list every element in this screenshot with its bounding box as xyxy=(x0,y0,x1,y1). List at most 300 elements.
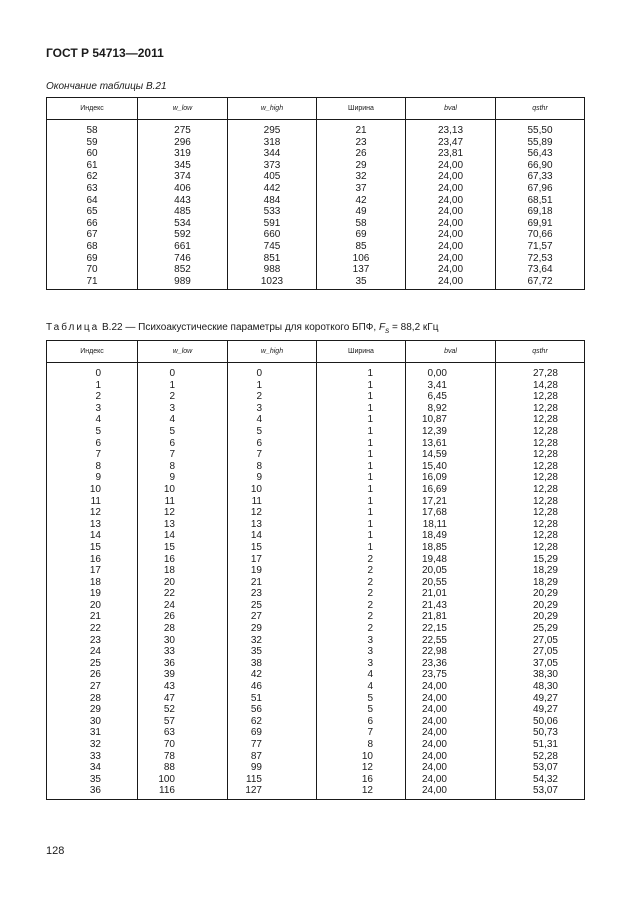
cell-index: 14 xyxy=(47,530,138,542)
cell-index: 66 xyxy=(47,218,138,230)
cell-qsthr: 53,07 xyxy=(496,762,585,774)
cell-index: 36 xyxy=(47,785,138,799)
cell-index: 58 xyxy=(47,120,138,137)
cell-bval: 24,00 xyxy=(406,183,496,195)
cell-bval: 10,87 xyxy=(406,414,496,426)
cell-width: 2 xyxy=(317,565,406,577)
cell-width: 12 xyxy=(317,762,406,774)
cell-width: 1 xyxy=(317,391,406,403)
cell-bval: 24,00 xyxy=(406,253,496,265)
cell-width: 4 xyxy=(317,669,406,681)
cell-index: 67 xyxy=(47,229,138,241)
cell-w-high: 35 xyxy=(228,646,317,658)
cell-w-high: 745 xyxy=(228,241,317,253)
table-row xyxy=(47,229,585,241)
cell-w-high: 38 xyxy=(228,658,317,670)
cell-w-high: 56 xyxy=(228,704,317,716)
cell-width: 2 xyxy=(317,577,406,589)
table-header-row xyxy=(47,98,585,120)
cell-w-low: 43 xyxy=(138,681,228,693)
table-row xyxy=(47,519,585,531)
cell-index: 63 xyxy=(47,183,138,195)
cell-width: 1 xyxy=(317,380,406,392)
column-header-w-low: w_low xyxy=(138,98,228,120)
table-row xyxy=(47,751,585,763)
cell-index: 1 xyxy=(47,380,138,392)
cell-qsthr: 50,06 xyxy=(496,716,585,728)
table-row xyxy=(47,253,585,265)
cell-qsthr: 67,72 xyxy=(496,276,585,290)
cell-qsthr: 12,28 xyxy=(496,507,585,519)
cell-bval: 23,13 xyxy=(406,120,496,137)
cell-w-low: 0 xyxy=(138,363,228,380)
cell-bval: 18,11 xyxy=(406,519,496,531)
cell-bval: 22,15 xyxy=(406,623,496,635)
cell-qsthr: 49,27 xyxy=(496,704,585,716)
table-row xyxy=(47,137,585,149)
cell-width: 21 xyxy=(317,120,406,137)
table-row xyxy=(47,774,585,786)
cell-width: 1 xyxy=(317,363,406,380)
cell-qsthr: 54,32 xyxy=(496,774,585,786)
cell-w-low: 100 xyxy=(138,774,228,786)
cell-width: 23 xyxy=(317,137,406,149)
cell-w-high: 12 xyxy=(228,507,317,519)
cell-width: 5 xyxy=(317,704,406,716)
cell-qsthr: 15,29 xyxy=(496,554,585,566)
cell-w-low: 374 xyxy=(138,171,228,183)
cell-index: 4 xyxy=(47,414,138,426)
cell-qsthr: 14,28 xyxy=(496,380,585,392)
column-header-width: Ширина xyxy=(317,341,406,363)
table-row xyxy=(47,241,585,253)
cell-bval: 24,00 xyxy=(406,206,496,218)
cell-w-high: 6 xyxy=(228,438,317,450)
cell-w-high: 591 xyxy=(228,218,317,230)
cell-w-high: 988 xyxy=(228,264,317,276)
cell-w-low: 592 xyxy=(138,229,228,241)
cell-bval: 24,00 xyxy=(406,264,496,276)
page-number: 128 xyxy=(46,845,65,857)
cell-qsthr: 52,28 xyxy=(496,751,585,763)
cell-bval: 16,09 xyxy=(406,472,496,484)
cell-qsthr: 12,28 xyxy=(496,472,585,484)
caption-symbol: F xyxy=(378,322,386,333)
cell-qsthr: 12,28 xyxy=(496,449,585,461)
table-row xyxy=(47,693,585,705)
caption-number: В.22 xyxy=(102,322,123,333)
caption-subscript: s xyxy=(385,325,390,335)
cell-index: 64 xyxy=(47,195,138,207)
cell-index: 11 xyxy=(47,496,138,508)
table-row xyxy=(47,704,585,716)
cell-width: 1 xyxy=(317,484,406,496)
cell-w-low: 485 xyxy=(138,206,228,218)
cell-w-high: 484 xyxy=(228,195,317,207)
caption-value: = 88,2 кГц xyxy=(392,322,439,333)
cell-qsthr: 12,28 xyxy=(496,542,585,554)
cell-qsthr: 53,07 xyxy=(496,785,585,799)
table-b22-caption xyxy=(46,322,438,335)
cell-w-low: 12 xyxy=(138,507,228,519)
cell-index: 33 xyxy=(47,751,138,763)
cell-w-low: 4 xyxy=(138,414,228,426)
cell-bval: 0,00 xyxy=(406,363,496,380)
cell-index: 7 xyxy=(47,449,138,461)
cell-width: 3 xyxy=(317,635,406,647)
cell-w-high: 17 xyxy=(228,554,317,566)
cell-w-high: 115 xyxy=(228,774,317,786)
cell-w-low: 14 xyxy=(138,530,228,542)
table-row xyxy=(47,148,585,160)
cell-bval: 24,00 xyxy=(406,716,496,728)
cell-qsthr: 70,66 xyxy=(496,229,585,241)
table-row xyxy=(47,171,585,183)
cell-qsthr: 20,29 xyxy=(496,600,585,612)
cell-index: 9 xyxy=(47,472,138,484)
caption-text: — Психоакустические параметры для короткого БПФ, xyxy=(125,322,377,333)
cell-w-high: 42 xyxy=(228,669,317,681)
cell-w-low: 39 xyxy=(138,669,228,681)
cell-index: 10 xyxy=(47,484,138,496)
table-b21 xyxy=(46,97,585,290)
cell-qsthr: 49,27 xyxy=(496,693,585,705)
table-row xyxy=(47,160,585,172)
cell-index: 60 xyxy=(47,148,138,160)
cell-index: 68 xyxy=(47,241,138,253)
cell-qsthr: 55,50 xyxy=(496,120,585,137)
cell-bval: 23,75 xyxy=(406,669,496,681)
cell-index: 35 xyxy=(47,774,138,786)
cell-bval: 24,00 xyxy=(406,704,496,716)
cell-w-low: 20 xyxy=(138,577,228,589)
table-row xyxy=(47,588,585,600)
column-header-index: Индекс xyxy=(47,341,138,363)
cell-index: 30 xyxy=(47,716,138,728)
cell-width: 49 xyxy=(317,206,406,218)
cell-width: 2 xyxy=(317,623,406,635)
cell-w-low: 7 xyxy=(138,449,228,461)
cell-index: 15 xyxy=(47,542,138,554)
cell-w-high: 46 xyxy=(228,681,317,693)
table-row xyxy=(47,542,585,554)
cell-w-low: 8 xyxy=(138,461,228,473)
cell-qsthr: 12,28 xyxy=(496,461,585,473)
cell-w-low: 22 xyxy=(138,588,228,600)
table-row xyxy=(47,218,585,230)
cell-qsthr: 20,29 xyxy=(496,588,585,600)
cell-qsthr: 69,18 xyxy=(496,206,585,218)
cell-width: 69 xyxy=(317,229,406,241)
cell-bval: 6,45 xyxy=(406,391,496,403)
cell-index: 21 xyxy=(47,611,138,623)
cell-w-high: 373 xyxy=(228,160,317,172)
cell-w-high: 99 xyxy=(228,762,317,774)
cell-w-low: 28 xyxy=(138,623,228,635)
cell-bval: 24,00 xyxy=(406,160,496,172)
cell-qsthr: 18,29 xyxy=(496,577,585,589)
table-row xyxy=(47,461,585,473)
cell-w-low: 116 xyxy=(138,785,228,799)
table-row xyxy=(47,762,585,774)
cell-index: 29 xyxy=(47,704,138,716)
cell-w-low: 406 xyxy=(138,183,228,195)
caption-label: Таблица xyxy=(46,322,100,333)
cell-width: 16 xyxy=(317,774,406,786)
cell-width: 2 xyxy=(317,588,406,600)
cell-width: 137 xyxy=(317,264,406,276)
cell-width: 10 xyxy=(317,751,406,763)
cell-bval: 15,40 xyxy=(406,461,496,473)
cell-bval: 24,00 xyxy=(406,681,496,693)
table-row xyxy=(47,206,585,218)
cell-width: 35 xyxy=(317,276,406,290)
cell-width: 1 xyxy=(317,542,406,554)
cell-qsthr: 68,51 xyxy=(496,195,585,207)
cell-qsthr: 27,28 xyxy=(496,363,585,380)
table-row xyxy=(47,727,585,739)
column-header-qsthr: qsthr xyxy=(496,341,585,363)
table-row xyxy=(47,276,585,290)
cell-qsthr: 12,28 xyxy=(496,426,585,438)
cell-w-low: 1 xyxy=(138,380,228,392)
cell-bval: 20,55 xyxy=(406,577,496,589)
cell-w-low: 78 xyxy=(138,751,228,763)
cell-index: 2 xyxy=(47,391,138,403)
cell-width: 2 xyxy=(317,600,406,612)
cell-qsthr: 20,29 xyxy=(496,611,585,623)
table-row xyxy=(47,623,585,635)
cell-w-low: 63 xyxy=(138,727,228,739)
cell-bval: 23,47 xyxy=(406,137,496,149)
cell-index: 24 xyxy=(47,646,138,658)
cell-w-high: 1023 xyxy=(228,276,317,290)
table-row xyxy=(47,681,585,693)
cell-bval: 24,00 xyxy=(406,693,496,705)
cell-qsthr: 12,28 xyxy=(496,484,585,496)
table-row xyxy=(47,391,585,403)
cell-w-high: 23 xyxy=(228,588,317,600)
cell-bval: 13,61 xyxy=(406,438,496,450)
cell-bval: 18,85 xyxy=(406,542,496,554)
cell-width: 42 xyxy=(317,195,406,207)
cell-width: 58 xyxy=(317,218,406,230)
cell-w-low: 88 xyxy=(138,762,228,774)
cell-w-low: 26 xyxy=(138,611,228,623)
cell-width: 37 xyxy=(317,183,406,195)
cell-w-low: 3 xyxy=(138,403,228,415)
cell-width: 5 xyxy=(317,693,406,705)
cell-width: 1 xyxy=(317,449,406,461)
cell-index: 5 xyxy=(47,426,138,438)
cell-width: 3 xyxy=(317,658,406,670)
cell-width: 32 xyxy=(317,171,406,183)
cell-index: 61 xyxy=(47,160,138,172)
column-header-w-low: w_low xyxy=(138,341,228,363)
cell-bval: 14,59 xyxy=(406,449,496,461)
cell-qsthr: 56,43 xyxy=(496,148,585,160)
cell-w-high: 9 xyxy=(228,472,317,484)
cell-bval: 24,00 xyxy=(406,195,496,207)
table-row xyxy=(47,438,585,450)
cell-qsthr: 27,05 xyxy=(496,635,585,647)
cell-w-low: 319 xyxy=(138,148,228,160)
cell-bval: 8,92 xyxy=(406,403,496,415)
cell-width: 1 xyxy=(317,426,406,438)
cell-w-low: 70 xyxy=(138,739,228,751)
table-row xyxy=(47,449,585,461)
cell-w-high: 8 xyxy=(228,461,317,473)
cell-qsthr: 69,91 xyxy=(496,218,585,230)
table-row xyxy=(47,183,585,195)
table-header-row xyxy=(47,341,585,363)
cell-w-high: 13 xyxy=(228,519,317,531)
cell-index: 16 xyxy=(47,554,138,566)
cell-index: 65 xyxy=(47,206,138,218)
table-row xyxy=(47,530,585,542)
cell-w-high: 25 xyxy=(228,600,317,612)
cell-w-high: 51 xyxy=(228,693,317,705)
cell-w-high: 5 xyxy=(228,426,317,438)
cell-bval: 18,49 xyxy=(406,530,496,542)
cell-bval: 23,36 xyxy=(406,658,496,670)
cell-bval: 22,98 xyxy=(406,646,496,658)
cell-qsthr: 12,28 xyxy=(496,519,585,531)
table-row xyxy=(47,554,585,566)
cell-w-low: 30 xyxy=(138,635,228,647)
cell-w-high: 1 xyxy=(228,380,317,392)
cell-w-low: 2 xyxy=(138,391,228,403)
cell-w-low: 33 xyxy=(138,646,228,658)
cell-qsthr: 12,28 xyxy=(496,530,585,542)
cell-bval: 17,68 xyxy=(406,507,496,519)
cell-width: 1 xyxy=(317,472,406,484)
cell-w-high: 318 xyxy=(228,137,317,149)
column-header-qsthr: qsthr xyxy=(496,98,585,120)
cell-w-high: 10 xyxy=(228,484,317,496)
cell-qsthr: 12,28 xyxy=(496,391,585,403)
cell-width: 4 xyxy=(317,681,406,693)
cell-w-high: 15 xyxy=(228,542,317,554)
cell-w-low: 989 xyxy=(138,276,228,290)
cell-index: 20 xyxy=(47,600,138,612)
cell-qsthr: 67,96 xyxy=(496,183,585,195)
cell-w-low: 534 xyxy=(138,218,228,230)
cell-index: 17 xyxy=(47,565,138,577)
cell-w-low: 47 xyxy=(138,693,228,705)
cell-width: 3 xyxy=(317,646,406,658)
cell-index: 13 xyxy=(47,519,138,531)
cell-w-low: 13 xyxy=(138,519,228,531)
cell-index: 12 xyxy=(47,507,138,519)
cell-width: 7 xyxy=(317,727,406,739)
cell-width: 29 xyxy=(317,160,406,172)
table-row xyxy=(47,195,585,207)
cell-w-low: 746 xyxy=(138,253,228,265)
cell-index: 25 xyxy=(47,658,138,670)
table-row xyxy=(47,716,585,728)
cell-bval: 21,01 xyxy=(406,588,496,600)
cell-width: 12 xyxy=(317,785,406,799)
table-row xyxy=(47,264,585,276)
cell-w-high: 19 xyxy=(228,565,317,577)
cell-qsthr: 12,28 xyxy=(496,496,585,508)
cell-bval: 17,21 xyxy=(406,496,496,508)
cell-w-high: 7 xyxy=(228,449,317,461)
cell-index: 34 xyxy=(47,762,138,774)
cell-w-high: 3 xyxy=(228,403,317,415)
column-header-bval: bval xyxy=(406,341,496,363)
cell-w-low: 57 xyxy=(138,716,228,728)
document-header: ГОСТ Р 54713—2011 xyxy=(46,46,164,60)
cell-w-high: 29 xyxy=(228,623,317,635)
cell-bval: 24,00 xyxy=(406,218,496,230)
cell-qsthr: 55,89 xyxy=(496,137,585,149)
table-row xyxy=(47,739,585,751)
table-row xyxy=(47,403,585,415)
table-row xyxy=(47,635,585,647)
cell-width: 2 xyxy=(317,611,406,623)
cell-w-high: 69 xyxy=(228,727,317,739)
cell-w-high: 87 xyxy=(228,751,317,763)
cell-index: 70 xyxy=(47,264,138,276)
cell-qsthr: 12,28 xyxy=(496,438,585,450)
cell-w-low: 24 xyxy=(138,600,228,612)
cell-bval: 24,00 xyxy=(406,751,496,763)
column-header-w-high: w_high xyxy=(228,98,317,120)
cell-index: 62 xyxy=(47,171,138,183)
cell-w-low: 852 xyxy=(138,264,228,276)
cell-w-high: 533 xyxy=(228,206,317,218)
cell-index: 32 xyxy=(47,739,138,751)
cell-w-low: 661 xyxy=(138,241,228,253)
cell-bval: 24,00 xyxy=(406,276,496,290)
cell-index: 31 xyxy=(47,727,138,739)
cell-w-low: 18 xyxy=(138,565,228,577)
cell-width: 1 xyxy=(317,496,406,508)
cell-qsthr: 18,29 xyxy=(496,565,585,577)
table-row xyxy=(47,646,585,658)
cell-w-low: 443 xyxy=(138,195,228,207)
column-header-index: Индекс xyxy=(47,98,138,120)
table-row xyxy=(47,611,585,623)
cell-index: 0 xyxy=(47,363,138,380)
cell-width: 1 xyxy=(317,507,406,519)
cell-w-high: 77 xyxy=(228,739,317,751)
cell-bval: 24,00 xyxy=(406,727,496,739)
cell-index: 18 xyxy=(47,577,138,589)
cell-w-low: 296 xyxy=(138,137,228,149)
cell-width: 1 xyxy=(317,519,406,531)
cell-width: 85 xyxy=(317,241,406,253)
cell-width: 1 xyxy=(317,414,406,426)
cell-index: 71 xyxy=(47,276,138,290)
cell-w-low: 15 xyxy=(138,542,228,554)
cell-w-high: 21 xyxy=(228,577,317,589)
cell-w-high: 344 xyxy=(228,148,317,160)
cell-w-high: 660 xyxy=(228,229,317,241)
cell-index: 69 xyxy=(47,253,138,265)
cell-w-high: 442 xyxy=(228,183,317,195)
cell-bval: 3,41 xyxy=(406,380,496,392)
cell-bval: 22,55 xyxy=(406,635,496,647)
cell-qsthr: 37,05 xyxy=(496,658,585,670)
cell-bval: 20,05 xyxy=(406,565,496,577)
table-b22 xyxy=(46,340,585,800)
cell-index: 3 xyxy=(47,403,138,415)
table-row xyxy=(47,380,585,392)
cell-w-low: 6 xyxy=(138,438,228,450)
